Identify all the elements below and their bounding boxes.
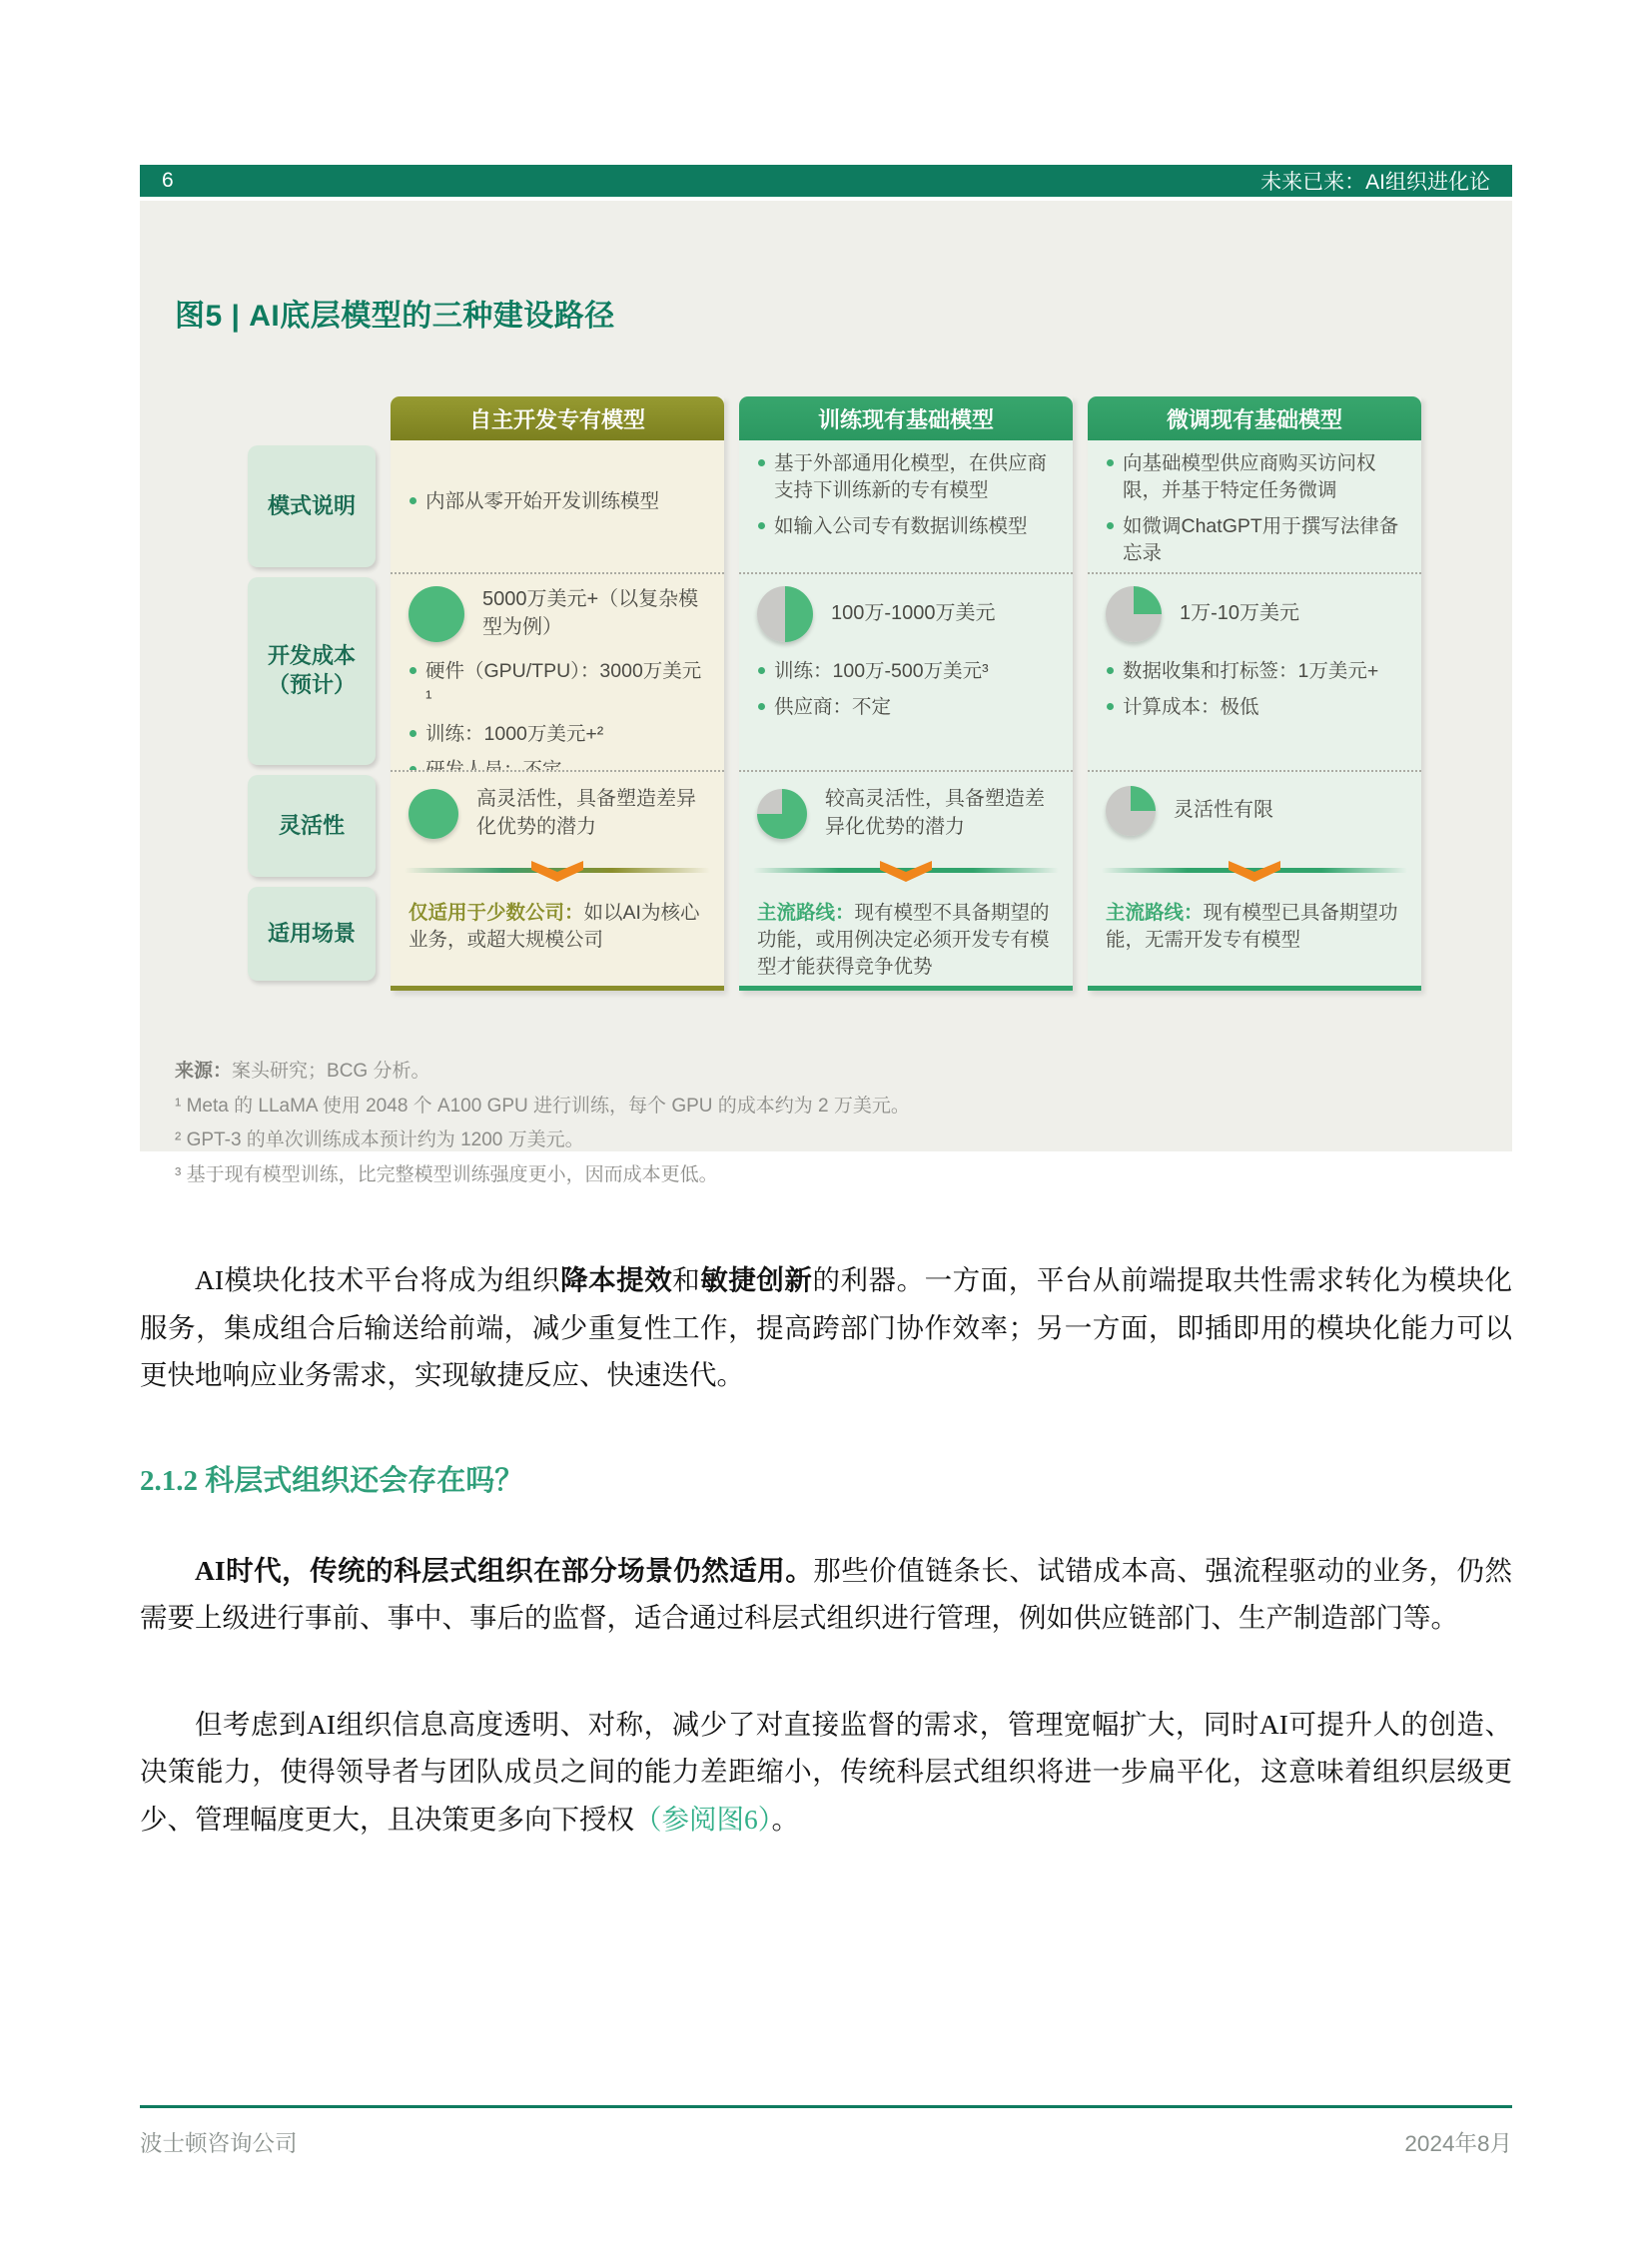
flexibility-text: 灵活性有限 [1174,799,1273,822]
flexibility-cell [391,770,724,882]
bullet-item: 如输入公司专有数据训练模型 [757,513,1055,540]
source-text: 案头研究；BCG 分析。 [232,1061,430,1082]
figure-source [175,1055,1477,1192]
cost-pie-chart [409,586,464,642]
flexibility-pie-chart [1106,786,1156,836]
footer-company: 波士顿咨询公司 [140,2131,298,2156]
column-finetune-existing [1088,396,1421,991]
chevron-down-icon [879,860,933,883]
chevron-down-icon [1228,860,1281,883]
paragraph-3: 但考虑到AI组织信息高度透明、对称，减少了对直接监督的需求，管理宽幅扩大，同时AI可提升人的创造、决策能力，使得领导者与团队成员之间的能力差距缩小，传统科层式组织将进一步扁平化，这意味着组织层级更少、管理幅度更大，且决策更多向下授权（参阅图6）。 [140,1708,1512,1835]
page-footer [140,2105,1512,2158]
mode-cell [1088,440,1421,572]
bullet-item: 向基础模型供应商购买访问权限，并基于特定任务微调 [1106,450,1403,504]
source-label: 来源： [175,1061,233,1082]
scenario-cell [1088,882,1421,986]
chevron-down-icon [530,860,584,883]
figure-table [248,396,1477,991]
flexibility-pie-chart [757,789,807,839]
scenario-cell [391,882,724,986]
page-number: 6 [162,169,174,192]
column-header: 训练现有基础模型 [739,396,1073,440]
source-note: ³ 基于现有模型训练，比完整模型训练强度更小，因而成本更低。 [175,1163,718,1185]
row-label-text: （预计） [267,672,356,697]
bullet-item: 供应商：不定 [757,694,1055,721]
scenario-text: 如以AI为核心业务，或超大规模公司 [409,902,700,951]
row-label-text: 灵活性 [278,812,345,838]
report-title: 未来已来：AI组织进化论 [1260,171,1490,194]
cost-pie-chart [1106,586,1162,642]
scenario-lead: 主流路线： [757,902,855,924]
row-label-column [248,396,376,991]
row-label-text: 模式说明 [267,492,356,518]
flexibility-cell [1088,770,1421,882]
scenario-lead: 主流路线： [1106,902,1204,924]
cost-value: 1万-10万美元 [1180,602,1300,625]
cost-cell [739,572,1073,770]
bullet-item: 硬件（GPU/TPU）：3000万美元¹ [409,658,706,712]
scenario-text: 现有模型不具备期望的功能，或用例决定必须开发专有模型才能获得竞争优势 [757,902,1050,978]
flexibility-text: 较高灵活性，具备塑造差异化优势的潜力 [825,788,1045,838]
scenario-text: 现有模型已具备期望功能，无需开发专有模型 [1106,902,1398,951]
figure-title: 图5 | AI底层模型的三种建设路径 [175,300,615,333]
cost-cell [391,572,724,770]
row-label-mode [248,440,376,572]
scenario-lead: 仅适用于少数公司： [409,902,584,924]
cost-value: 5000万美元+（以复杂模型为例） [482,588,699,638]
cost-pie-chart [757,586,813,642]
paragraph-2: AI时代，传统的科层式组织在部分场景仍然适用。那些价值链条长、试错成本高、强流程驱动的业务，仍然需要上级进行事前、事中、事后的监督，适合通过科层式组织进行管理，例如供应链部门、生产制造部门等。 [140,1554,1513,1634]
figure-panel [140,201,1512,1185]
bullet-item: 计算成本：极低 [1106,694,1403,721]
figure6-reference-link[interactable]: （参阅图6） [634,1803,772,1835]
source-note: ¹ Meta 的 LLaMA 使用 2048 个 A100 GPU 进行训练，每个 GPU 的成本约为 2 万美元。 [175,1095,910,1117]
flexibility-pie-chart [409,789,458,839]
column-train-existing [739,396,1073,991]
bullet-item: 数据收集和打标签：1万美元+ [1106,658,1403,685]
bullet-item: 训练：1000万美元+² [409,721,706,748]
row-label-cost [248,572,376,770]
cost-cell [1088,572,1421,770]
source-note: ² GPT-3 的单次训练成本预计约为 1200 万美元。 [175,1129,584,1151]
row-label-flexibility [248,770,376,882]
bullet-item: 训练：100万-500万美元³ [757,658,1055,685]
bullet-item: 如微调ChatGPT用于撰写法律备忘录 [1106,513,1403,567]
scenario-cell [739,882,1073,986]
row-label-scenario [248,882,376,986]
column-self-develop [391,396,724,991]
footer-date: 2024年8月 [1404,2131,1512,2156]
mode-cell [391,440,724,572]
bullet-item: 内部从零开始开发训练模型 [409,488,706,515]
column-header: 自主开发专有模型 [391,396,724,440]
mode-cell [739,440,1073,572]
cost-value: 100万-1000万美元 [831,602,996,625]
section-heading-212: 2.1.2 科层式组织还会存在吗？ [140,1464,524,1497]
bullet-item: 基于外部通用化模型，在供应商支持下训练新的专有模型 [757,450,1055,504]
column-header: 微调现有基础模型 [1088,396,1421,440]
row-label-spacer [248,396,376,440]
source-line [175,1055,1477,1090]
page-header-bar [140,165,1512,197]
flexibility-text: 高灵活性，具备塑造差异化优势的潜力 [476,788,696,838]
paragraph-1: AI模块化技术平台将成为组织降本提效和敏捷创新的利器。一方面，平台从前端提取共性需求转化为模块化服务，集成组合后输送给前端，减少重复性工作，提高跨部门协作效率；另一方面，即插即用的模块化能力可以更快地响应业务需求，实现敏捷反应、快速迭代。 [140,1264,1512,1391]
body-text [140,1256,1512,1902]
row-label-text: 适用场景 [267,920,356,946]
row-label-text: 开发成本 [267,643,356,669]
flexibility-cell [739,770,1073,882]
